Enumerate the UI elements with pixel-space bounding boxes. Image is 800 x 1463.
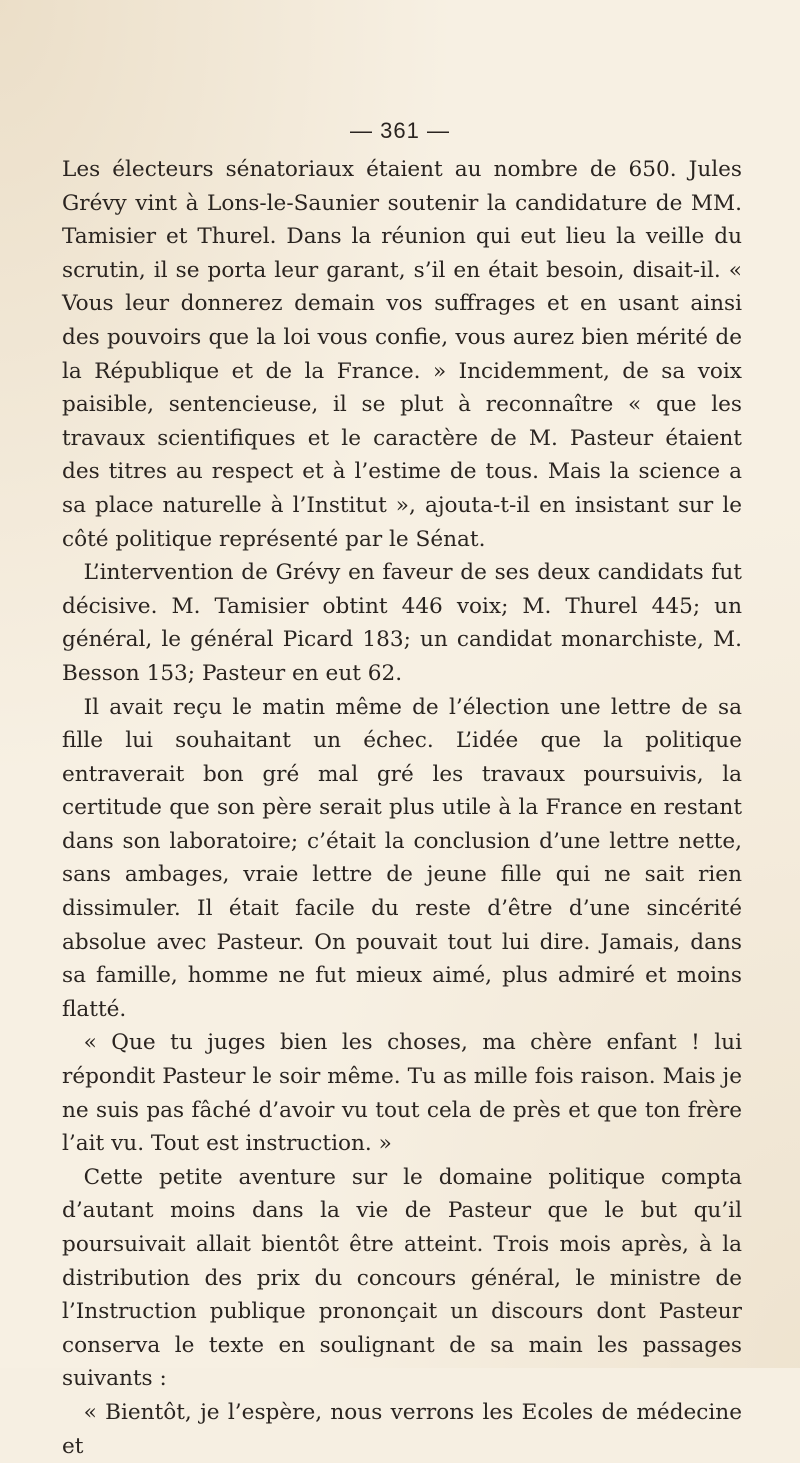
page-number: — 361 —	[350, 118, 450, 143]
paragraph-election-results: L’intervention de Grévy en faveur de ses deux candidats fut décisive. M. Tamisier obtint 446 voix; M. Thurel 445; un général, le général Picard 183; un candidat monarchiste, M. Besson 153; Pasteur en eut 62.	[62, 560, 742, 686]
body-text	[62, 153, 742, 1463]
paragraph-minister-quote: « Bientôt, je l’espère, nous verrons les Ecoles de médecine et	[62, 1399, 742, 1459]
paragraph-pasteur-reply: « Que tu juges bien les choses, ma chère enfant ! lui répondit Pasteur le soir même. Tu as mille fois raison. Mais je ne suis pas fâché d’avoir vu tout cela de près et que ton frère l’ait vu. Tout est instruction. »	[62, 1030, 742, 1157]
paragraph-political-adventure: Cette petite aventure sur le domaine politique compta d’autant moins dans la vie de Pasteur que le but qu’il poursuivait allait bientôt être atteint. Trois mois après, à la distribution des prix du concours général, le ministre de l’Instruction publique prononçait un discours dont Pasteur conserva le texte en soulignant de sa main les passages suivants :	[62, 1164, 742, 1392]
paragraph-daughter-letter: Il avait reçu le matin même de l’élection une lettre de sa fille lui souhaitant un échec. L’idée que la politique entraverait bon gré mal gré les travaux poursuivis, la certitude que son père serait plus utile à la France en restant dans son laboratoire; c’était la conclusion d’une lettre nette, sans ambages, vraie lettre de jeune fille qui ne sait rien dissimuler. Il était facile du reste d’être d’une sincérité absolue avec Pasteur. On pouvait tout lui dire. Jamais, dans sa famille, homme ne fut mieux aimé, plus admiré et moins flatté.	[62, 694, 742, 1022]
paragraph-senatorial-electors: Les électeurs sénatoriaux étaient au nombre de 650. Jules Grévy vint à Lons-le-Saunier soutenir la candidature de MM. Tamisier et Thurel. Dans la réunion qui eut lieu la veille du scrutin, il se porta leur garant, s’il en était besoin, disait-il. « Vous leur donnerez demain vos suffrages et en usant ainsi des pouvoirs que la loi vous confie, vous aurez bien mérité de la République et de la France. » Incidemment, de sa voix paisible, sentencieuse, il se plut à reconnaître « que les travaux scientifiques et le caractère de M. Pasteur étaient des titres au respect et à l’estime de tous. Mais la science a sa place naturelle à l’Institut », ajouta-t-il en insistant sur le côté politique représenté par le Sénat.	[62, 157, 742, 552]
